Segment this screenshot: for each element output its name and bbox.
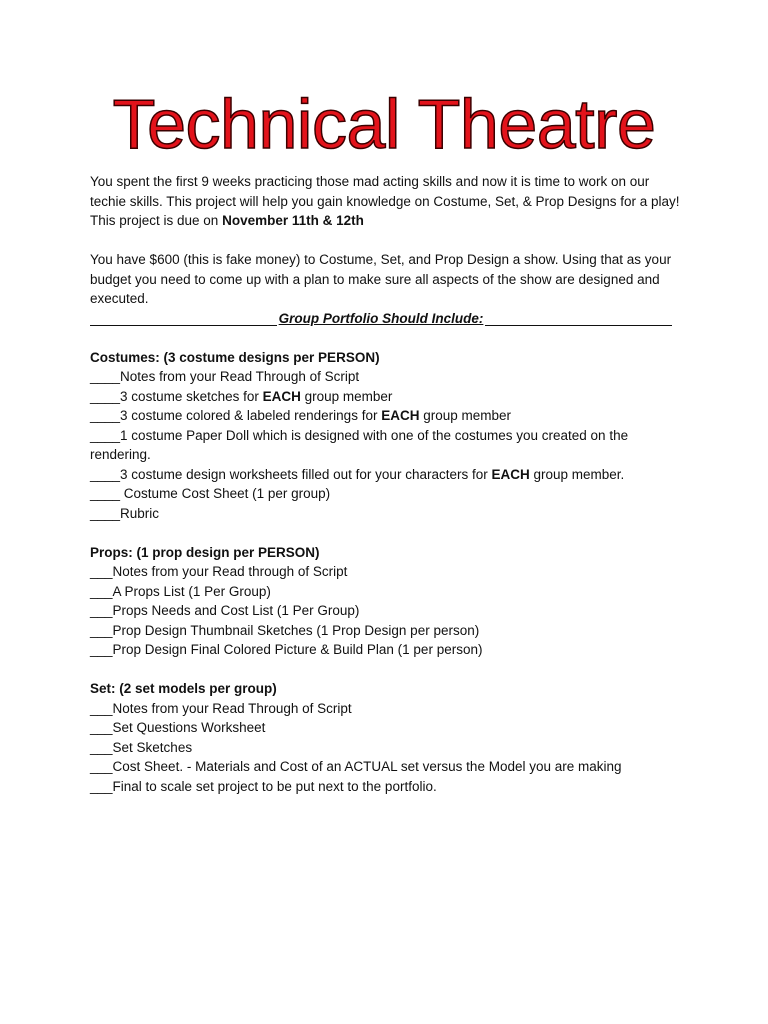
checkbox-blank: ____ [90,466,121,482]
set-item [90,757,680,777]
costume-item [90,387,680,407]
props-heading: Props: (1 prop design per PERSON) [90,544,320,560]
item-text: 3 costume colored & labeled renderings for [120,408,382,423]
set-item [90,777,680,797]
checkbox-blank: ____ [90,486,121,501]
costume-item [90,426,680,465]
item-text: Notes from your Read Through of Script [120,369,360,384]
props-checklist [90,562,680,660]
checkbox-blank: ___ [90,739,113,755]
prop-item [90,640,680,660]
checkbox-blank: ___ [90,720,113,735]
item-emphasis: EACH [381,408,420,423]
item-text: A Props List (1 Per Group) [112,583,271,599]
portfolio-heading: Group Portfolio Should Include: [278,310,484,326]
checkbox-blank: ____ [90,408,121,423]
underline-rule-left [90,310,277,326]
item-text: Cost Sheet. - Materials and Cost of an ACTUAL set versus the Model you are making [112,759,622,774]
intro-text: You spent the first 9 weeks practicing those mad acting skills and now it is time to work on our techie skills. This project will help you gain knowledge on Costume, Set, & Prop Designs for a play! This project is due on [90,174,680,228]
set-heading: Set: (2 set models per group) [90,681,277,696]
item-emphasis: EACH [262,388,301,404]
item-text: Set Sketches [112,739,193,755]
costume-item [90,367,680,387]
checkbox-blank: ____ [90,505,121,521]
underline-rule-right [485,310,672,326]
checkbox-blank: ___ [90,700,113,716]
prop-item [90,562,680,582]
checkbox-blank: ___ [90,778,113,794]
prop-item [90,621,680,641]
item-text: Notes from your Read Through of Script [112,700,352,716]
item-text: Notes from your Read through of Script [112,564,348,579]
checkbox-blank: ___ [90,759,113,774]
set-checklist [90,699,680,797]
costume-item [90,504,680,524]
item-text: Set Questions Worksheet [112,720,266,735]
costume-item [90,406,680,426]
costume-item [90,465,680,485]
prop-item [90,601,680,621]
costumes-heading-rest: : (3 costume designs per PERSON) [155,349,380,365]
checkbox-blank: ___ [90,583,113,599]
costume-item [90,484,680,504]
portfolio-heading-line [90,309,672,329]
item-text-after: group member [300,388,393,404]
checkbox-blank: ___ [90,642,113,657]
item-text: Costume Cost Sheet (1 per group) [120,486,331,501]
intro-paragraph-1 [90,172,680,231]
item-text: 3 costume sketches for [120,388,263,404]
document-body [90,172,680,796]
checkbox-blank: ___ [90,622,113,638]
page-title: Technical Theatre [112,85,656,163]
item-text-after: group member. [529,466,625,482]
item-text-after: group member [419,408,512,423]
checkbox-blank: ___ [90,603,113,618]
checkbox-blank: ____ [90,369,121,384]
item-text: Prop Design Final Colored Picture & Build Plan (1 per person) [112,642,483,657]
intro-paragraph-2: You have $600 (this is fake money) to Costume, Set, and Prop Design a show. Using that as your budget you need to come up with a plan to make sure all aspects of the show are designed and executed. [90,252,672,306]
set-item [90,718,680,738]
checkbox-blank: ___ [90,564,113,579]
item-text: 1 costume Paper Doll which is designed with one of the costumes you created on the rendering. [90,427,629,462]
due-date: November 11th & 12th [222,213,364,228]
checkbox-blank: ____ [90,388,121,404]
set-item [90,738,680,758]
item-text: Prop Design Thumbnail Sketches (1 Prop Design per person) [112,622,480,638]
item-text: Props Needs and Cost List (1 Per Group) [112,603,360,618]
prop-item [90,582,680,602]
checkbox-blank: ____ [90,427,121,443]
item-text: Final to scale set project to be put next to the portfolio. [112,778,437,794]
costumes-heading [90,348,680,368]
item-text: 3 costume design worksheets filled out for your characters for [120,466,492,482]
costumes-heading-word: Costumes [90,349,156,365]
item-emphasis: EACH [491,466,530,482]
item-text: Rubric [120,505,160,521]
set-item [90,699,680,719]
costume-checklist [90,367,680,523]
